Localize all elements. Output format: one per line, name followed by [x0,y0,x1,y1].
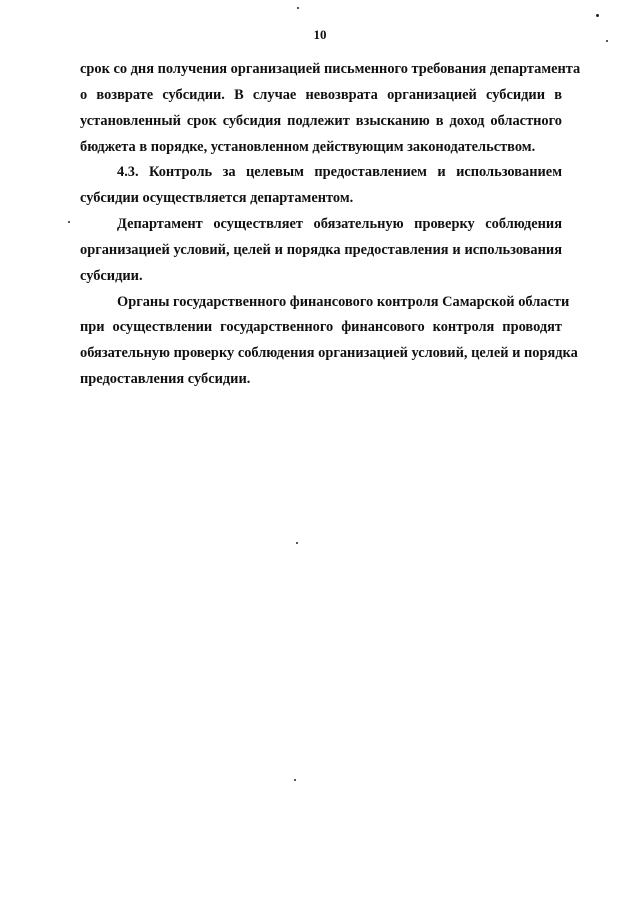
text-line: о возврате субсидии. В случае невозврата организацией субсидии в [80,86,562,103]
document-body [80,57,581,393]
scan-speck [606,40,608,42]
paragraph [80,212,562,290]
text-line: субсидии. [80,267,143,284]
scan-speck [68,221,70,223]
text-line: 4.3. Контроль за целевым предоставлением и использованием [117,164,562,181]
page-number: 10 [313,27,327,42]
text-line: бюджета в порядке, установленном действующим законодательством. [80,138,536,155]
text-line: установленный срок субсидия подлежит взысканию в доход областного [80,112,562,129]
scan-speck [596,14,599,17]
text-line: организацией условий, целей и порядка предоставления и использования [80,241,562,258]
scan-speck [294,779,296,781]
text-line: предоставления субсидии. [80,371,251,388]
scan-speck [297,7,299,9]
paragraph [80,160,562,212]
paragraph [80,290,578,393]
paragraph [80,57,581,160]
scan-speck [296,542,298,544]
text-line: Департамент осуществляет обязательную проверку соблюдения [117,216,562,233]
text-line: при осуществлении государственного финансового контроля проводят [80,319,562,336]
text-line: срок со дня получения организацией письменного требования департамента [80,61,581,77]
text-line: Органы государственного финансового контроля Самарской области [117,293,570,310]
text-line: обязательную проверку соблюдения организацией условий, целей и порядка [80,345,578,362]
text-line: субсидии осуществляется департаментом. [80,190,354,207]
